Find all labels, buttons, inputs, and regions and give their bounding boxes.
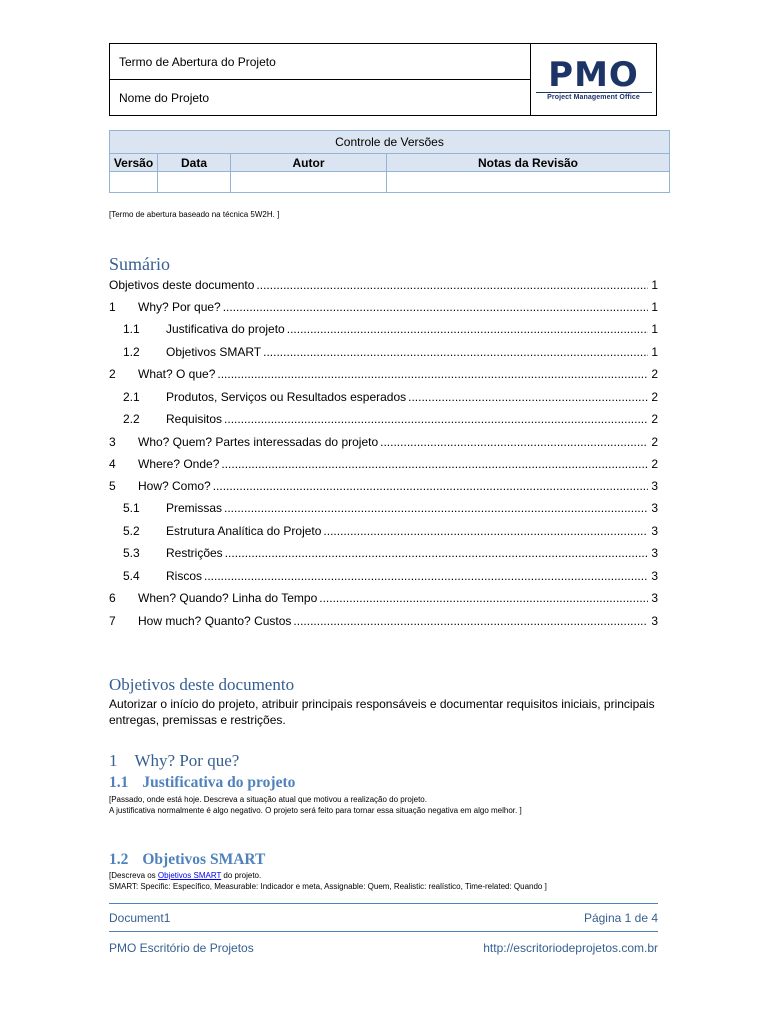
- column-header-date: Data: [158, 154, 231, 172]
- toc-entry-page: 1: [651, 322, 658, 336]
- header-left: [110, 44, 531, 115]
- project-name-field: Nome do Projeto: [119, 90, 210, 105]
- toc-entry-number: 5.2: [123, 524, 140, 538]
- justification-text: [109, 794, 669, 816]
- footer-page-number: Página 1 de 4: [583, 911, 658, 925]
- toc-entry-page: 2: [651, 412, 658, 426]
- technique-note: [Termo de abertura baseado na técnica 5W2H. ]: [109, 210, 280, 219]
- toc-entry-number: 5.3: [123, 546, 140, 560]
- toc-entry-page: 2: [651, 390, 658, 404]
- toc-entry-label: How much? Quanto? Custos: [138, 614, 292, 628]
- objectives-text: Autorizar o início do projeto, atribuir principais responsáveis e documentar requisitos iniciais, principais entregas, premissas e restrições.: [109, 697, 655, 727]
- toc-entry[interactable]: [109, 569, 658, 585]
- toc-entry-label: When? Quando? Linha do Tempo: [138, 591, 318, 605]
- toc-entry-label: Objetivos deste documento: [109, 278, 255, 292]
- toc-entry[interactable]: [109, 345, 658, 361]
- toc-entry-page: 3: [651, 569, 658, 583]
- toc-dot-leader: [323, 524, 648, 538]
- toc-entry[interactable]: [109, 614, 658, 630]
- toc-entry-number: 2.2: [123, 412, 140, 426]
- toc-entry-page: 1: [651, 278, 658, 292]
- toc-entry-number: 6: [109, 591, 116, 605]
- justification-line-2: A justificativa normalmente é algo negativo. O projeto será feito para tornar essa situação negativa em algo melhor. ]: [109, 806, 522, 815]
- toc-entry[interactable]: [109, 435, 658, 451]
- section-1-number: 1: [109, 751, 118, 770]
- toc-entry-page: 2: [651, 435, 658, 449]
- justification-line-1: [Passado, onde está hoje. Descreva a situação atual que motivou a realização do projeto.: [109, 795, 427, 804]
- cell-date[interactable]: [158, 172, 231, 193]
- section-1-heading: [109, 751, 239, 771]
- section-1-2-heading: [109, 851, 265, 869]
- toc-entry-number: 2: [109, 367, 116, 381]
- toc-entry-number: 3: [109, 435, 116, 449]
- toc-entry-number: 5: [109, 479, 116, 493]
- toc-entry[interactable]: [109, 300, 658, 316]
- toc-entry-label: Restrições: [166, 546, 223, 560]
- pmo-logo-graphic: [536, 55, 652, 101]
- version-table-title: Controle de Versões: [110, 131, 670, 154]
- toc-dot-leader: [225, 546, 648, 560]
- pmo-logo-text: PMO: [548, 55, 639, 95]
- toc-dot-leader: [287, 322, 648, 336]
- toc-entry-label: Riscos: [166, 569, 203, 583]
- objectives-heading: Objetivos deste documento: [109, 675, 295, 694]
- smart-line-1-suffix: do projeto.: [221, 871, 262, 880]
- section-1-1-heading: [109, 774, 295, 792]
- section-1-1-title: Justificativa do projeto: [142, 774, 296, 791]
- toc-title: Sumário: [109, 254, 170, 274]
- toc-entry-label: How? Como?: [138, 479, 211, 493]
- toc-entry-page: 3: [651, 546, 658, 560]
- toc-entry-label: Justificativa do projeto: [166, 322, 285, 336]
- footer-divider-2: [109, 931, 658, 932]
- section-1-title: Why? Por que?: [134, 751, 240, 770]
- toc-entry-label: Why? Por que?: [138, 300, 221, 314]
- toc-dot-leader: [224, 412, 648, 426]
- toc-entry-label: Produtos, Serviços ou Resultados esperados: [166, 390, 407, 404]
- column-header-version: Versão: [110, 154, 158, 172]
- toc-entry[interactable]: [109, 524, 658, 540]
- toc-dot-leader: [213, 479, 648, 493]
- toc-dot-leader: [263, 345, 648, 359]
- toc-dot-leader: [319, 591, 648, 605]
- section-1-2-title: Objetivos SMART: [142, 851, 266, 868]
- toc-entry-label: Premissas: [166, 501, 223, 515]
- footer-url[interactable]: http://escritoriodeprojetos.com.br: [483, 941, 658, 955]
- toc-dot-leader: [408, 390, 648, 404]
- toc-dot-leader: [221, 457, 648, 471]
- toc-entry-page: 3: [651, 591, 658, 605]
- header-table: [109, 43, 657, 116]
- smart-objectives-link[interactable]: Objetivos SMART: [157, 871, 222, 880]
- toc-entry-label: Estrutura Analítica do Projeto: [166, 524, 322, 538]
- toc-entry-page: 3: [651, 501, 658, 515]
- toc-entry-number: 2.1: [123, 390, 140, 404]
- footer-divider: [109, 903, 658, 904]
- document-title: Termo de Abertura do Projeto: [110, 44, 530, 80]
- toc-entry[interactable]: [109, 278, 658, 294]
- toc-dot-leader: [217, 367, 648, 381]
- toc-entry-page: 2: [651, 457, 658, 471]
- column-header-notes: Notas da Revisão: [387, 154, 670, 172]
- toc-entry-number: 5.1: [123, 501, 140, 515]
- table-row: [110, 172, 670, 193]
- toc-entry-label: Who? Quem? Partes interessadas do projeto: [138, 435, 379, 449]
- toc-entry[interactable]: [109, 367, 658, 383]
- toc-entry-number: 7: [109, 614, 116, 628]
- footer-document-name: Document1: [109, 911, 171, 925]
- section-1-2-number: 1.2: [109, 851, 129, 868]
- toc-entry[interactable]: [109, 457, 658, 473]
- toc-entry[interactable]: [109, 322, 658, 338]
- toc-entry[interactable]: [109, 412, 658, 428]
- toc-entry-number: 5.4: [123, 569, 140, 583]
- toc-entry-number: 1.1: [123, 322, 140, 336]
- toc-entry-page: 1: [651, 300, 658, 314]
- smart-line-1: [109, 870, 669, 881]
- toc-entry-label: Where? Onde?: [138, 457, 220, 471]
- toc-entry[interactable]: [109, 546, 658, 562]
- toc-entry[interactable]: [109, 591, 658, 607]
- smart-line-2: SMART: Specific: Específico, Measurable: Indicador e meta, Assignable: Quem, Realistic: realístico, Time-related: Quando ]: [109, 882, 547, 891]
- toc-entry-number: 1.2: [123, 345, 140, 359]
- smart-line-1-prefix: [Descreva os: [109, 871, 158, 880]
- cell-notes[interactable]: [387, 172, 670, 193]
- toc-entry-label: What? O que?: [138, 367, 216, 381]
- version-control-table: [109, 130, 670, 193]
- toc-dot-leader: [224, 501, 648, 515]
- toc-entry[interactable]: [109, 390, 658, 406]
- toc-dot-leader: [223, 300, 648, 314]
- cell-author[interactable]: [231, 172, 387, 193]
- toc-entry-page: 1: [651, 345, 658, 359]
- toc-entry-label: Objetivos SMART: [166, 345, 262, 359]
- toc-entry[interactable]: [109, 501, 658, 517]
- section-1-1-number: 1.1: [109, 774, 129, 791]
- toc-entry-page: 3: [651, 614, 658, 628]
- toc-dot-leader: [380, 435, 648, 449]
- toc-entry-number: 4: [109, 457, 116, 471]
- toc-entry-page: 3: [651, 524, 658, 538]
- footer-organization: PMO Escritório de Projetos: [109, 941, 254, 955]
- toc-entry-label: Requisitos: [166, 412, 223, 426]
- pmo-logo-subtitle: Project Management Office: [536, 92, 652, 101]
- toc-entry-page: 2: [651, 367, 658, 381]
- toc-entry[interactable]: [109, 479, 658, 495]
- toc-dot-leader: [293, 614, 648, 628]
- toc-dot-leader: [204, 569, 648, 583]
- toc-entry-number: 1: [109, 300, 116, 314]
- cell-version[interactable]: [110, 172, 158, 193]
- toc-dot-leader: [256, 278, 648, 292]
- column-header-author: Autor: [231, 154, 387, 172]
- smart-text: [109, 870, 669, 892]
- toc-entry-page: 3: [651, 479, 658, 493]
- pmo-logo: [531, 44, 656, 115]
